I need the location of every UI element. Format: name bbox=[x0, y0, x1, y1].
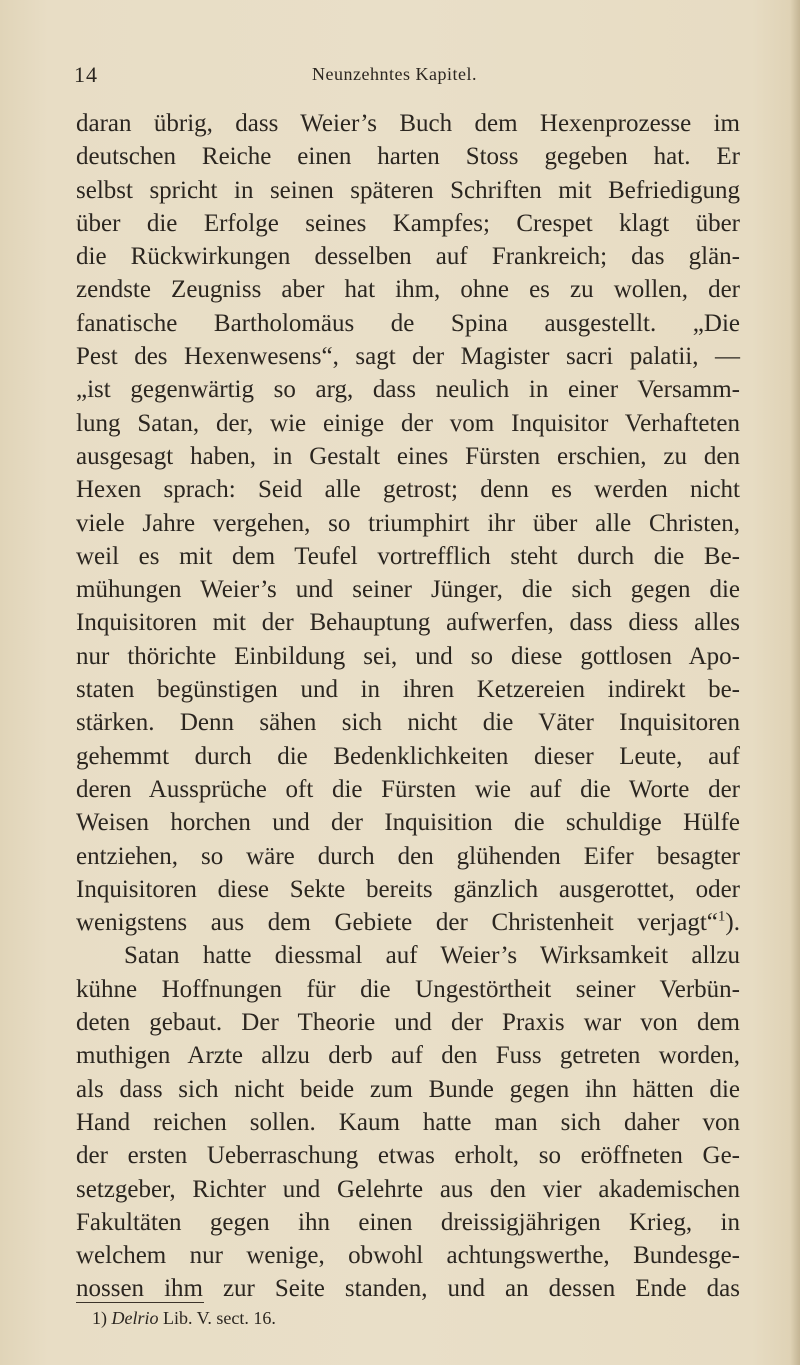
text-line: muthigen Arzte allzu derb auf den Fuss getreten worden, bbox=[76, 1042, 740, 1070]
text-line: nossen ihm zur Seite standen, und an dessen Ende das bbox=[76, 1275, 740, 1303]
footnote-rule bbox=[76, 1302, 204, 1303]
text-line: Inquisitoren mit der Behauptung aufwerfen, dass diess alles bbox=[76, 609, 740, 637]
text-line: als dass sich nicht beide zum Bunde gegen ihn hätten die bbox=[76, 1075, 740, 1103]
text-line: viele Jahre vergehen, so triumphirt ihr über alle Christen, bbox=[76, 509, 740, 537]
text-line: lung Satan, der, wie einige der vom Inquisitor Verhafteten bbox=[76, 409, 740, 437]
text-line: Hexen sprach: Seid alle getrost; denn es werden nicht bbox=[76, 476, 740, 504]
text-line: über die Erfolge seines Kampfes; Crespet klagt über bbox=[76, 209, 740, 237]
text-line: gehemmt durch die Bedenklichkeiten dieser Leute, auf bbox=[76, 742, 740, 770]
text-line: setzgeber, Richter und Gelehrte aus den vier akademischen bbox=[76, 1175, 740, 1203]
footnote-marker: 1) bbox=[92, 1308, 107, 1328]
body-text bbox=[76, 107, 740, 1306]
text-line: der ersten Ueberraschung etwas erholt, so eröffneten Ge- bbox=[76, 1142, 740, 1170]
text-line: „ist gegenwärtig so arg, dass neulich in einer Versamm- bbox=[76, 376, 740, 404]
footnote-reference-text: Lib. V. sect. 16. bbox=[163, 1308, 276, 1328]
text-line: daran übrig, dass Weier’s Buch dem Hexenprozesse im bbox=[76, 110, 740, 137]
text-line: fanatische Bartholomäus de Spina ausgestellt. „Die bbox=[76, 309, 740, 337]
text-line: Fakultäten gegen ihn einen dreissigjährigen Krieg, in bbox=[76, 1208, 740, 1236]
text-line: welchem nur wenige, obwohl achtungswerthe, Bundesge- bbox=[76, 1242, 740, 1270]
text-line: ausgesagt haben, in Gestalt eines Fürsten erschien, zu den bbox=[76, 442, 740, 470]
text-line: Weisen horchen und der Inquisition die schuldige Hülfe bbox=[76, 809, 740, 837]
page-edge-shadow bbox=[790, 0, 800, 1365]
running-head: Neunzehntes Kapitel. bbox=[312, 64, 477, 84]
text-line: mühungen Weier’s und seiner Jünger, die sich gegen die bbox=[76, 576, 740, 604]
footnote-author: Delrio bbox=[111, 1308, 159, 1328]
footnote-reference: 1 bbox=[717, 908, 726, 925]
footnote-reference-close: ). bbox=[725, 909, 740, 937]
text-line: deutschen Reiche einen harten Stoss gegeben hat. Er bbox=[76, 143, 740, 171]
text-line: entziehen, so wäre durch den glühenden Eifer besagter bbox=[76, 842, 740, 870]
text-line: staten begünstigen und in ihren Ketzereien indirekt be- bbox=[76, 676, 740, 704]
text-line-content: wenigstens aus dem Gebiete der Christenheit verjagt“ bbox=[76, 909, 718, 937]
paragraph-start-line: Satan hatte diessmal auf Weier’s Wirksamkeit allzu bbox=[124, 942, 740, 970]
text-line: zendste Zeugniss aber hat ihm, ohne es zu wollen, der bbox=[76, 276, 740, 304]
text-line: deten gebaut. Der Theorie und der Praxis war von dem bbox=[76, 1009, 740, 1037]
footnote bbox=[92, 1308, 276, 1329]
text-line: stärken. Denn sähen sich nicht die Väter Inquisitoren bbox=[76, 709, 740, 737]
page-header bbox=[0, 58, 800, 88]
text-line: Hand reichen sollen. Kaum hatte man sich daher von bbox=[76, 1108, 740, 1136]
text-line: die Rückwirkungen desselben auf Frankreich; das glän- bbox=[76, 243, 740, 271]
text-line: Pest des Hexenwesens“, sagt der Magister sacri palatii, — bbox=[76, 343, 740, 371]
text-line: deren Aussprüche oft die Fürsten wie auf die Worte der bbox=[76, 775, 740, 803]
text-line: kühne Hoffnungen für die Ungestörtheit seiner Verbün- bbox=[76, 975, 740, 1003]
page-number: 14 bbox=[74, 62, 98, 87]
text-line: selbst spricht in seinen späteren Schriften mit Befriedigung bbox=[76, 176, 740, 204]
text-line: nur thörichte Einbildung sei, und so diese gottlosen Apo- bbox=[76, 642, 740, 670]
text-line: Inquisitoren diese Sekte bereits gänzlich ausgerottet, oder bbox=[76, 875, 740, 903]
text-line-with-footnote-ref bbox=[76, 906, 740, 939]
text-line: weil es mit dem Teufel vortrefflich steht durch die Be- bbox=[76, 542, 740, 570]
